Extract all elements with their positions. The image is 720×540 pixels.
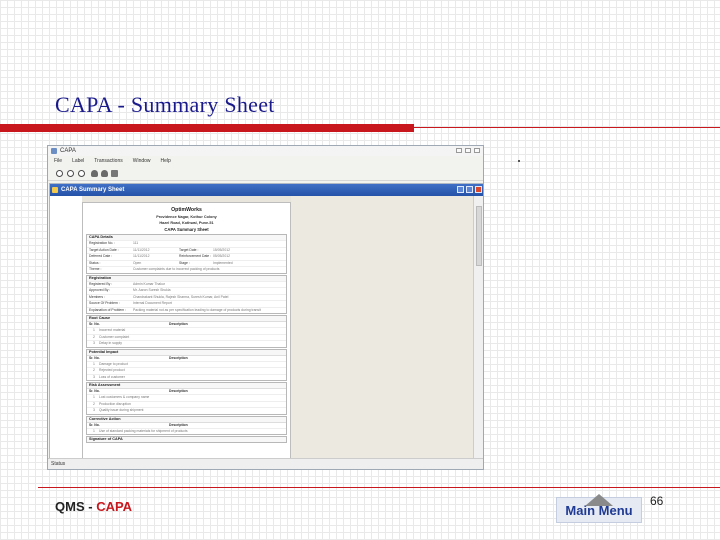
cell: Rejected product	[99, 368, 125, 372]
column-header: Sr. No.	[89, 322, 100, 326]
section-heading: Risk Assessment	[87, 383, 286, 388]
zoom-out-icon[interactable]	[67, 170, 74, 177]
table-row: 3 Loss of customer	[87, 374, 286, 381]
zoom-in-icon[interactable]	[56, 170, 63, 177]
field-label: Registered By :	[89, 281, 113, 286]
cell: Incorrect material	[99, 328, 126, 332]
main-menu-button[interactable]	[556, 497, 642, 523]
menu-file[interactable]: File	[54, 158, 63, 164]
scrollbar-thumb[interactable]	[476, 206, 482, 266]
inner-minimize-icon[interactable]	[457, 186, 464, 193]
report-title: CAPA Summary Sheet	[164, 226, 209, 232]
cell: Quality issue during shipment	[99, 408, 144, 412]
table-row: 3 Delay in supply	[87, 340, 286, 347]
cell: Use of standard packing materials for shipment of products	[99, 428, 188, 433]
field-value: Open	[133, 260, 142, 265]
footer-prefix: QMS	[55, 499, 85, 514]
field-value: 111	[133, 241, 139, 245]
field-label: Target Action Date :	[89, 247, 119, 252]
detail-row	[87, 294, 286, 301]
root-cause-section	[86, 315, 287, 348]
user-group-icon[interactable]	[101, 170, 108, 177]
field-value: Packing material not as per specification leading to damage of products during transit	[133, 307, 261, 312]
detail-row	[87, 287, 286, 294]
sheet-icon	[52, 187, 58, 193]
menu-transactions[interactable]: Transactions	[94, 158, 123, 164]
table-row: 2 Rejected product	[87, 367, 286, 374]
field-value: 15/05/2012	[213, 247, 230, 252]
field-label: Source Of Problem :	[89, 301, 120, 305]
address-line-2: Hazel Road, Kothwal, Pune-51	[159, 221, 214, 225]
field-label: Stage :	[179, 260, 190, 265]
close-icon[interactable]	[474, 148, 480, 153]
table-row: 1 Damage to product	[87, 361, 286, 368]
column-header: Sr. No.	[89, 422, 100, 427]
field-label: Members :	[89, 294, 106, 299]
maximize-icon[interactable]	[465, 148, 471, 153]
section-heading: Root Cause	[87, 316, 286, 321]
field-label: Registration No. :	[89, 241, 116, 245]
field-value: 11/11/2012	[133, 247, 150, 252]
corrective-action-section	[86, 416, 287, 436]
field-value: Chandrakant Shukla, Rajesh Sharma, Suresh Kumar, Anil Patel	[133, 294, 229, 299]
field-label: Explanation of Problem :	[89, 307, 126, 312]
field-value: Internal Document Report	[133, 301, 172, 305]
section-heading: Registration	[87, 276, 286, 281]
table-row: 2 Production disruption	[87, 401, 286, 408]
section-heading: CAPA Details	[87, 235, 286, 240]
column-header: Description	[169, 422, 188, 427]
inner-maximize-icon[interactable]	[466, 186, 473, 193]
field-value: 11/11/2012	[133, 254, 150, 258]
detail-row	[87, 266, 286, 273]
window-controls	[456, 148, 480, 153]
company-name: OptimWorks	[171, 207, 202, 213]
cell: Loss of customer	[99, 374, 125, 379]
report-header	[83, 207, 290, 233]
field-label: Target Date :	[179, 247, 199, 252]
risk-assessment-section	[86, 382, 287, 415]
stray-dot	[518, 160, 520, 162]
footer-divider-line	[38, 487, 720, 488]
column-header: Description	[169, 389, 188, 393]
detail-row	[87, 253, 286, 260]
menu-window[interactable]: Window	[132, 158, 151, 164]
field-label: Deferred Date :	[89, 254, 113, 258]
detail-row	[87, 307, 286, 314]
field-label: Approved By :	[89, 288, 111, 292]
title-divider-line	[414, 127, 720, 128]
table-row: 1 Lost customers & company name	[87, 394, 286, 401]
cell: Delay in supply	[99, 341, 122, 345]
menu-help[interactable]: Help	[160, 158, 171, 164]
summary-sheet-titlebar	[50, 184, 484, 196]
detail-row	[87, 300, 286, 307]
report-viewer	[50, 196, 484, 459]
table-row: 3 Quality issue during shipment	[87, 407, 286, 414]
title-accent-bar	[0, 124, 414, 132]
field-label: Reinforcement Date :	[179, 254, 212, 258]
report-page	[82, 202, 291, 460]
page-number: 66	[650, 494, 664, 508]
field-value: Admin Kumar Thakur	[133, 281, 165, 286]
registration-section	[86, 275, 287, 315]
table-row: 1 Incorrect material	[87, 327, 286, 334]
app-title: CAPA	[60, 148, 76, 154]
column-header: Sr. No.	[89, 355, 100, 360]
signature-section	[86, 436, 287, 443]
menu-bar	[48, 157, 483, 166]
footer-suffix: CAPA	[96, 499, 133, 514]
report-background	[291, 196, 473, 459]
field-label: Theme :	[89, 267, 102, 271]
status-bar: Status	[48, 458, 483, 469]
user-icon[interactable]	[91, 170, 98, 177]
footer-label	[55, 499, 132, 514]
app-icon	[51, 148, 57, 154]
column-header: Description	[169, 355, 188, 360]
section-heading: Potential Impact	[87, 350, 286, 355]
summary-sheet-window	[49, 183, 484, 460]
section-heading: Corrective Action	[87, 417, 286, 422]
column-header: Sr. No.	[89, 389, 100, 393]
zoom-icon[interactable]	[78, 170, 85, 177]
summary-sheet-title: CAPA Summary Sheet	[61, 187, 125, 193]
section-heading: Signature of CAPA	[87, 437, 286, 442]
inner-window-controls	[457, 186, 482, 193]
vertical-scrollbar[interactable]	[473, 196, 484, 459]
detail-row	[87, 260, 286, 267]
app-titlebar	[48, 146, 483, 156]
field-value: 05/05/2012	[213, 254, 230, 258]
detail-row	[87, 247, 286, 254]
toolbar	[48, 167, 483, 181]
minimize-icon[interactable]	[456, 148, 462, 153]
menu-label[interactable]: Label	[72, 158, 85, 164]
footer-separator: -	[84, 499, 97, 514]
address-line-1: Providence Nagar, Kothur Colony	[156, 214, 217, 219]
table-row: 2 Customer complaint	[87, 334, 286, 341]
slide-title: CAPA - Summary Sheet	[55, 92, 275, 117]
cell: Damage to product	[99, 361, 128, 366]
cell: Customer complaint	[99, 334, 130, 339]
detail-row	[87, 281, 286, 288]
field-value: Implemented	[213, 260, 233, 265]
print-icon[interactable]	[111, 170, 118, 177]
potential-impact-section	[86, 349, 287, 382]
inner-close-icon[interactable]	[475, 186, 482, 193]
column-header: Description	[169, 322, 188, 326]
field-value: Customer complaints due to incorrect packing of products	[133, 267, 220, 271]
field-label: Status :	[89, 260, 101, 265]
cell: Lost customers & company name	[99, 395, 150, 399]
capa-details-section	[86, 234, 287, 274]
app-window	[47, 145, 484, 470]
report-left-margin	[50, 196, 82, 459]
table-row: 1 Use of standard packing materials for shipment of products	[87, 428, 286, 435]
detail-row	[87, 240, 286, 247]
field-value: Mr. Aaron Suresh Shukla	[133, 288, 171, 292]
main-menu-label: Main Menu	[565, 503, 633, 518]
cell: Production disruption	[99, 401, 131, 406]
